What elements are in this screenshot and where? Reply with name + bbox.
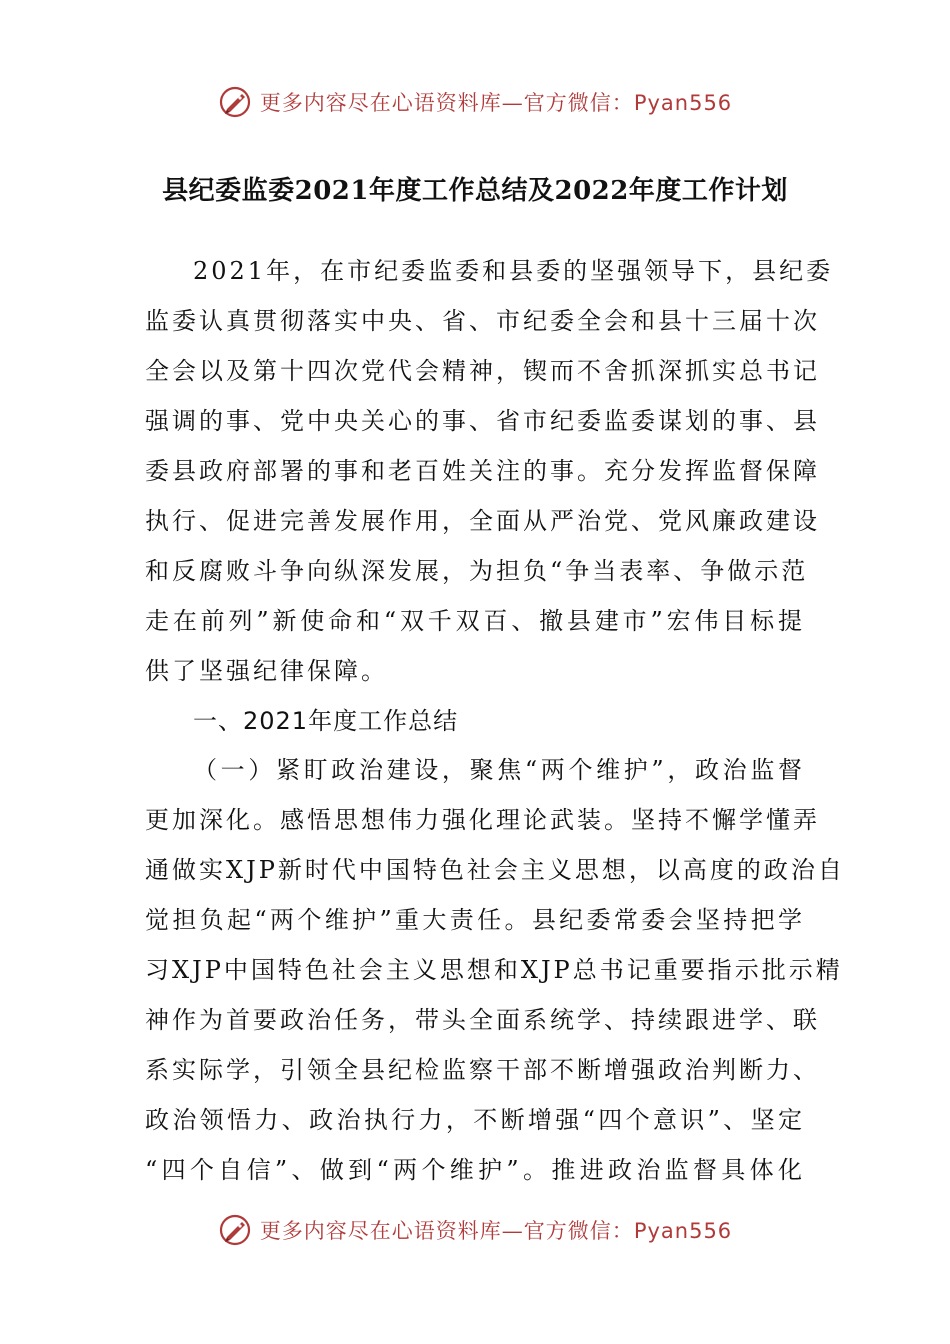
document-title: 县纪委监委2021年度工作总结及2022年度工作计划 [162,176,788,206]
paragraph-line: （一）紧盯政治建设，聚焦“两个维护”，政治监督 [193,756,805,784]
paragraph-line: 委县政府部署的事和老百姓关注的事。充分发挥监督保障 [145,457,820,485]
footer-watermark [0,1208,950,1252]
pen-nib-logo-icon [218,85,252,119]
section-paragraph [145,745,845,1195]
paragraph-line: 强调的事、党中央关心的事、省市纪委监委谋划的事、县 [145,407,820,435]
paragraph-line: 执行、促进完善发展作用，全面从严治党、党风廉政建设 [145,507,820,535]
paragraph-line: 全会以及第十四次党代会精神，锲而不舍抓深抓实总书记 [145,357,820,385]
paragraph-line: 供了坚强纪律保障。 [145,657,388,685]
paragraph-line: “四个自信”、做到“两个维护”。推进政治监督具体化 [145,1156,805,1184]
paragraph-line: 和反腐败斗争向纵深发展，为担负“争当表率、争做示范 [145,557,809,585]
section-heading: 一、2021年度工作总结 [193,707,459,735]
paragraph-line: 系实际学，引领全县纪检监察干部不断增强政治判断力、 [145,1056,820,1084]
paragraph-line: 习XJP中国特色社会主义思想和XJP总书记重要指示批示精 [145,956,843,984]
paragraph-line: 更加深化。感悟思想伟力强化理论武装。坚持不懈学懂弄 [145,806,820,834]
paragraph-line: 走在前列”新使命和“双千双百、撤县建市”宏伟目标提 [145,607,805,635]
paragraph-line: 监委认真贯彻落实中央、省、市纪委全会和县十三届十次 [145,307,820,335]
paragraph-line: 神作为首要政治任务，带头全面系统学、持续跟进学、联 [145,1006,820,1034]
header-watermark [0,80,950,124]
paragraph-line: 通做实XJP新时代中国特色社会主义思想，以高度的政治自 [145,856,845,884]
paragraph-line: 2021年，在市纪委监委和县委的坚强领导下，县纪委 [193,257,834,285]
watermark-text: 更多内容尽在心语资料库—官方微信：Pyan556 [259,91,733,115]
intro-paragraph [145,246,834,696]
paragraph-line: 觉担负起“两个维护”重大责任。县纪委常委会坚持把学 [145,906,805,934]
paragraph-line: 政治领悟力、政治执行力，不断增强“四个意识”、坚定 [145,1106,805,1134]
watermark-text: 更多内容尽在心语资料库—官方微信：Pyan556 [259,1219,733,1243]
pen-nib-logo-icon [218,1213,252,1247]
